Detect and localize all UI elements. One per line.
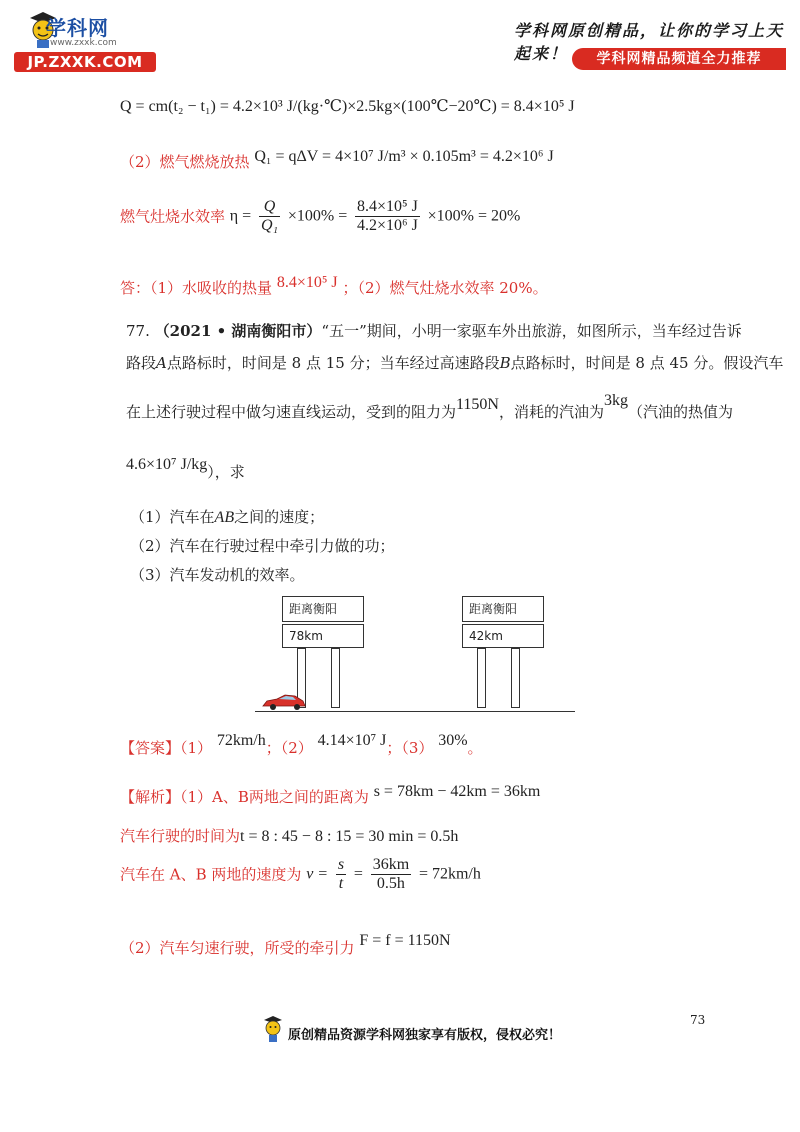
logo-small-url: www.zxxk.com: [50, 38, 117, 48]
fraction-36-05: $\frac{36km}{0.5h}$: [372, 856, 410, 892]
efficiency-result: ×100% = 20%: [427, 207, 521, 225]
analysis-line-2: 汽车行驶的时间为t = 8 : 45 − 8 : 15 = 30 min = 0.5h: [120, 827, 459, 845]
answer-label: 【答案】: [120, 739, 181, 757]
problem-line-4: 4.6×10⁷ J/kg），求: [126, 456, 245, 481]
page-number: 73: [690, 1013, 706, 1027]
fraction-s-t: $\frac{s}{t}$: [337, 856, 345, 892]
analysis-line-3: 汽车在 A、B 两地的速度为 v = $\frac{s}{t}$ = $\frac{36km}{0.5h}$ = 72km/h: [120, 856, 481, 892]
problem-line-3: 在上述行驶过程中做匀速直线运动，受到的阻力为1150N，消耗的汽油为3kg（汽油的热值为: [126, 392, 734, 421]
problem-number: 77.: [126, 322, 150, 340]
answer-speed: 72km/h: [216, 732, 266, 749]
question-3: （3）汽车发动机的效率。: [130, 566, 305, 584]
fraction-values: $\frac{\text{8.4×10⁵ J}}{\text{4.2×10⁶ J}}$: [357, 198, 418, 234]
sign-1-distance: 78km: [282, 624, 364, 648]
sign-2-distance: 42km: [462, 624, 544, 648]
eta-symbol: η =: [229, 207, 252, 225]
sign-1-title: 距离衡阳: [282, 596, 364, 622]
sign-2-post-right: [511, 648, 520, 708]
sign-2-post-left: [477, 648, 486, 708]
problem-line-2: 路段A点路标时，时间是 8 点 15 分；当车经过高速路段B点路标时，时间是 8 点 45 分。假设汽车: [126, 354, 784, 372]
road-line: [255, 711, 575, 712]
problem-line-1: 77. （2021 • 湖南衡阳市）“五一”期间，小明一家驱车外出旅游，如图所示，当车经过告诉: [126, 322, 742, 340]
speed-result: = 72km/h: [418, 865, 481, 883]
logo-text: 学科网: [46, 16, 109, 40]
answer-efficiency: 30%: [438, 732, 468, 749]
fraction-q-q1: $\frac{Q}{\text{Q₁}}$: [260, 198, 279, 234]
equation-heat-absorbed: Q = cm(t₂ − t₁) = 4.2×10³ J/(kg·℃)×2.5kg×(100℃−20℃) = 8.4×10⁵ J: [120, 98, 575, 115]
analysis-label: 【解析】: [120, 788, 181, 806]
footer-copyright: 原创精品资源学科网独家享有版权，侵权必究！: [288, 1028, 562, 1043]
analysis-line-1: 【解析】（1）A、B两地之间的距离为 s = 78km − 42km = 36km: [120, 783, 541, 806]
header-slogan: 学科网原创精品，让你的学习上天起来！: [514, 21, 785, 63]
force-equation: F = f = 1150N: [359, 932, 451, 949]
efficiency-line: [120, 198, 520, 244]
part2-line: [120, 148, 554, 173]
distance-equation: s = 78km − 42km = 36km: [373, 783, 541, 800]
footer-mascot-icon: [262, 1014, 284, 1044]
times-100: ×100% =: [287, 207, 348, 225]
problem-source: （2021 • 湖南衡阳市）: [154, 322, 322, 340]
logo-url-badge[interactable]: JP.ZXXK.COM: [14, 52, 156, 72]
question-2: （2）汽车在行驶过程中牵引力做的功；: [130, 537, 395, 555]
answer-line: 【答案】（1） 72km/h；（2） 4.14×10⁷ J；（3） 30%。: [120, 732, 483, 757]
efficiency-label: 燃气灶烧水效率: [120, 207, 226, 226]
answer-work: 4.14×10⁷ J: [317, 732, 387, 749]
car-icon: [261, 692, 307, 712]
sign-2-title: 距离衡阳: [462, 596, 544, 622]
header-banner: 学科网精品频道全力推荐: [572, 48, 786, 70]
time-equation: t = 8 : 45 − 8 : 15 = 30 min = 0.5h: [240, 828, 459, 845]
answer-summary: 答：（1）水吸收的热量 8.4×10⁵ J ；（2）燃气灶烧水效率 20%。: [120, 274, 548, 297]
part2-label: （2）燃气燃烧放热: [120, 153, 250, 171]
analysis-line-4: （2）汽车匀速行驶，所受的牵引力 F = f = 1150N: [120, 932, 451, 957]
road-sign-figure: [255, 596, 585, 718]
question-1: （1）汽车在AB之间的速度；: [130, 508, 325, 526]
sign-1-post-right: [331, 648, 340, 708]
equation-gas-heat: Q₁ = qΔV = 4×10⁷ J/m³ × 0.105m³ = 4.2×10⁶ J: [254, 148, 554, 165]
